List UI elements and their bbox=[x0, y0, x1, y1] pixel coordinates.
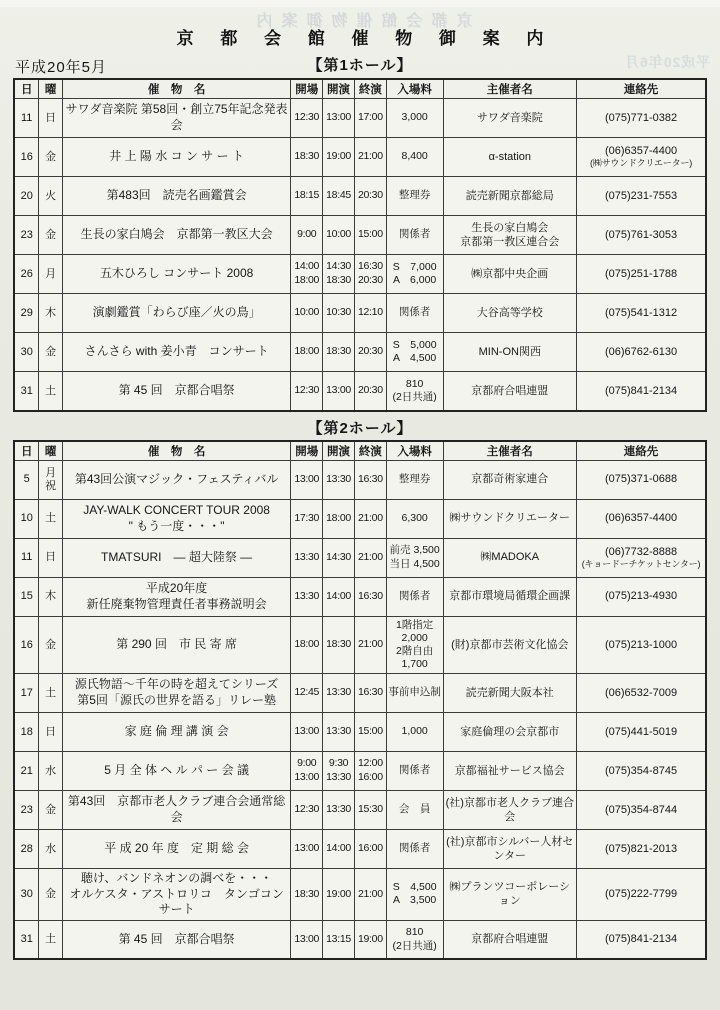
cell-fee: 810 (2日共通) bbox=[386, 920, 443, 959]
cell-fee: 関係者 bbox=[386, 216, 443, 255]
cell-contact: (075)371-0688 bbox=[577, 460, 706, 499]
cell-open: 18:30 bbox=[291, 138, 323, 177]
cell-day: 23 bbox=[14, 216, 39, 255]
cell-organizer: 家庭倫理の会京都市 bbox=[443, 713, 577, 752]
cell-event: 聴け、バンドネオンの調べを・・・ オルケスタ・アストロリコ タンゴコンサート bbox=[62, 869, 290, 921]
event-row bbox=[14, 177, 706, 216]
cell-day: 11 bbox=[14, 538, 39, 577]
event-row bbox=[14, 577, 706, 616]
cell-day: 11 bbox=[14, 99, 39, 138]
hall1-header-row bbox=[13, 54, 707, 78]
cell-start: 13:00 bbox=[323, 372, 355, 411]
column-header: 連絡先 bbox=[577, 441, 706, 461]
cell-event: 第43回公演マジック・フェスティバル bbox=[62, 460, 290, 499]
cell-dow: 土 bbox=[39, 372, 63, 411]
event-row bbox=[14, 372, 706, 411]
cell-open: 13:00 bbox=[291, 460, 323, 499]
column-header: 主催者名 bbox=[443, 441, 577, 461]
cell-day: 15 bbox=[14, 577, 39, 616]
column-header: 開演 bbox=[323, 79, 355, 99]
cell-start: 13:30 bbox=[323, 713, 355, 752]
cell-contact: (075)841-2134 bbox=[577, 920, 706, 959]
cell-event: 第 45 回 京都合唱祭 bbox=[62, 920, 290, 959]
cell-end: 20:30 bbox=[354, 372, 386, 411]
cell-dow: 金 bbox=[39, 138, 63, 177]
cell-open: 12:45 bbox=[291, 674, 323, 713]
cell-end: 16:00 bbox=[354, 830, 386, 869]
cell-event: 平 成 20 年 度 定 期 総 会 bbox=[62, 830, 290, 869]
cell-dow: 水 bbox=[39, 752, 63, 791]
cell-event: 第 290 回 市 民 寄 席 bbox=[62, 616, 290, 674]
cell-event: 第43回 京都市老人クラブ連合会通常総会 bbox=[62, 791, 290, 830]
column-header: 入場料 bbox=[386, 79, 443, 99]
column-header: 開演 bbox=[323, 441, 355, 461]
cell-dow: 月 祝 bbox=[39, 460, 63, 499]
cell-end: 21:00 bbox=[354, 616, 386, 674]
cell-fee: 関係者 bbox=[386, 294, 443, 333]
cell-day: 26 bbox=[14, 255, 39, 294]
column-header-row bbox=[14, 441, 706, 461]
event-row bbox=[14, 216, 706, 255]
cell-start: 19:00 bbox=[323, 138, 355, 177]
cell-open: 13:30 bbox=[291, 538, 323, 577]
cell-end: 16:30 bbox=[354, 577, 386, 616]
cell-dow: 火 bbox=[39, 177, 63, 216]
cell-end: 21:00 bbox=[354, 499, 386, 538]
cell-dow: 木 bbox=[39, 577, 63, 616]
event-row bbox=[14, 674, 706, 713]
cell-end: 12:10 bbox=[354, 294, 386, 333]
cell-open: 12:30 bbox=[291, 99, 323, 138]
cell-open: 12:30 bbox=[291, 372, 323, 411]
cell-organizer: MIN-ON関西 bbox=[443, 333, 577, 372]
cell-dow: 土 bbox=[39, 920, 63, 959]
cell-organizer: 京都府合唱連盟 bbox=[443, 372, 577, 411]
cell-end: 15:00 bbox=[354, 216, 386, 255]
cell-event: JAY-WALK CONCERT TOUR 2008 " もう一度・・・" bbox=[62, 499, 290, 538]
cell-contact: (06)7732-8888 (キョードーチケットセンター) bbox=[577, 538, 706, 577]
cell-open: 18:00 bbox=[291, 333, 323, 372]
cell-fee: 1階指定 2,000 2階自由 1,700 bbox=[386, 616, 443, 674]
cell-day: 10 bbox=[14, 499, 39, 538]
cell-end: 17:00 bbox=[354, 99, 386, 138]
cell-start: 18:30 bbox=[323, 333, 355, 372]
cell-fee: 整理券 bbox=[386, 177, 443, 216]
column-header: 日 bbox=[14, 441, 39, 461]
cell-start: 18:30 bbox=[323, 616, 355, 674]
cell-organizer: ㈱京都中央企画 bbox=[443, 255, 577, 294]
cell-day: 28 bbox=[14, 830, 39, 869]
bleedthrough-period: 平成20年6月 bbox=[623, 54, 710, 70]
cell-day: 16 bbox=[14, 138, 39, 177]
cell-end: 20:30 bbox=[354, 333, 386, 372]
cell-end: 12:00 16:00 bbox=[354, 752, 386, 791]
cell-contact: (06)6357-4400 (㈱サウンドクリエーター) bbox=[577, 138, 706, 177]
event-row bbox=[14, 538, 706, 577]
column-header: 曜 bbox=[39, 79, 63, 99]
column-header: 催 物 名 bbox=[62, 441, 290, 461]
cell-end: 21:00 bbox=[354, 538, 386, 577]
cell-event: 第 45 回 京都合唱祭 bbox=[62, 372, 290, 411]
cell-organizer: (社)京都市老人クラブ連合会 bbox=[443, 791, 577, 830]
cell-organizer: ㈱プランツコーポレーション bbox=[443, 869, 577, 921]
hall2-header-row bbox=[13, 418, 707, 440]
cell-start: 13:15 bbox=[323, 920, 355, 959]
cell-fee: 関係者 bbox=[386, 577, 443, 616]
column-header: 開場 bbox=[291, 441, 323, 461]
cell-contact: (075)821-2013 bbox=[577, 830, 706, 869]
cell-fee: S 5,000 A 4,500 bbox=[386, 333, 443, 372]
cell-fee: 1,000 bbox=[386, 713, 443, 752]
cell-day: 30 bbox=[14, 869, 39, 921]
event-row bbox=[14, 99, 706, 138]
cell-day: 5 bbox=[14, 460, 39, 499]
cell-event: サワダ音楽院 第58回・創立75年記念発表会 bbox=[62, 99, 290, 138]
cell-start: 13:00 bbox=[323, 99, 355, 138]
cell-start: 10:00 bbox=[323, 216, 355, 255]
cell-event: 源氏物語〜千年の時を超えてシリーズ 第5回「源氏の世界を語る」リレー塾 bbox=[62, 674, 290, 713]
cell-organizer: ㈱MADOKA bbox=[443, 538, 577, 577]
cell-day: 20 bbox=[14, 177, 39, 216]
column-header: 曜 bbox=[39, 441, 63, 461]
cell-open: 17:30 bbox=[291, 499, 323, 538]
cell-day: 31 bbox=[14, 920, 39, 959]
cell-fee: 前売 3,500 当日 4,500 bbox=[386, 538, 443, 577]
cell-contact: (075)222-7799 bbox=[577, 869, 706, 921]
cell-contact: (075)441-5019 bbox=[577, 713, 706, 752]
column-header: 連絡先 bbox=[577, 79, 706, 99]
event-row bbox=[14, 713, 706, 752]
cell-contact: (075)771-0382 bbox=[577, 99, 706, 138]
cell-start: 18:45 bbox=[323, 177, 355, 216]
event-row bbox=[14, 616, 706, 674]
cell-day: 18 bbox=[14, 713, 39, 752]
cell-open: 9:00 13:00 bbox=[291, 752, 323, 791]
cell-contact: (06)6532-7009 bbox=[577, 674, 706, 713]
cell-dow: 金 bbox=[39, 333, 63, 372]
cell-organizer: 大谷高等学校 bbox=[443, 294, 577, 333]
cell-end: 16:30 bbox=[354, 460, 386, 499]
cell-day: 29 bbox=[14, 294, 39, 333]
cell-event: 生長の家白鳩会 京都第一教区大会 bbox=[62, 216, 290, 255]
cell-day: 17 bbox=[14, 674, 39, 713]
cell-organizer: 読売新聞京都総局 bbox=[443, 177, 577, 216]
cell-start: 13:30 bbox=[323, 791, 355, 830]
cell-open: 18:00 bbox=[291, 616, 323, 674]
cell-end: 20:30 bbox=[354, 177, 386, 216]
cell-open: 18:15 bbox=[291, 177, 323, 216]
cell-organizer: ㈱サウンドクリエーター bbox=[443, 499, 577, 538]
event-row bbox=[14, 499, 706, 538]
cell-start: 18:00 bbox=[323, 499, 355, 538]
event-row bbox=[14, 920, 706, 959]
cell-dow: 月 bbox=[39, 255, 63, 294]
cell-contact: (06)6762-6130 bbox=[577, 333, 706, 372]
cell-dow: 日 bbox=[39, 713, 63, 752]
column-header: 入場料 bbox=[386, 441, 443, 461]
cell-organizer: 京都市環境局循環企画課 bbox=[443, 577, 577, 616]
cell-contact: (075)541-1312 bbox=[577, 294, 706, 333]
event-row bbox=[14, 791, 706, 830]
cell-start: 14:00 bbox=[323, 830, 355, 869]
cell-start: 14:30 18:30 bbox=[323, 255, 355, 294]
cell-end: 19:00 bbox=[354, 920, 386, 959]
hall2-label: 【第2ホール】 bbox=[307, 419, 413, 437]
event-row bbox=[14, 294, 706, 333]
cell-fee: 3,000 bbox=[386, 99, 443, 138]
cell-dow: 日 bbox=[39, 538, 63, 577]
cell-open: 13:00 bbox=[291, 920, 323, 959]
cell-contact: (075)231-7553 bbox=[577, 177, 706, 216]
cell-dow: 土 bbox=[39, 674, 63, 713]
cell-open: 13:30 bbox=[291, 577, 323, 616]
column-header: 終演 bbox=[354, 441, 386, 461]
cell-end: 21:00 bbox=[354, 138, 386, 177]
cell-dow: 日 bbox=[39, 99, 63, 138]
cell-start: 19:00 bbox=[323, 869, 355, 921]
cell-contact: (075)213-1000 bbox=[577, 616, 706, 674]
period-label: 平成20年5月 bbox=[15, 59, 108, 76]
cell-contact: (075)213-4930 bbox=[577, 577, 706, 616]
cell-end: 16:30 20:30 bbox=[354, 255, 386, 294]
column-header: 主催者名 bbox=[443, 79, 577, 99]
column-header: 日 bbox=[14, 79, 39, 99]
cell-dow: 木 bbox=[39, 294, 63, 333]
cell-dow: 土 bbox=[39, 499, 63, 538]
cell-fee: 事前申込制 bbox=[386, 674, 443, 713]
cell-contact: (06)6357-4400 bbox=[577, 499, 706, 538]
cell-event: 第483回 読売名画鑑賞会 bbox=[62, 177, 290, 216]
cell-organizer: (社)京都市シルバー人材センター bbox=[443, 830, 577, 869]
cell-organizer: 京都府合唱連盟 bbox=[443, 920, 577, 959]
cell-start: 10:30 bbox=[323, 294, 355, 333]
cell-open: 13:00 bbox=[291, 713, 323, 752]
cell-start: 14:30 bbox=[323, 538, 355, 577]
cell-end: 15:30 bbox=[354, 791, 386, 830]
cell-fee: S 7,000 A 6,000 bbox=[386, 255, 443, 294]
event-row bbox=[14, 255, 706, 294]
event-row bbox=[14, 752, 706, 791]
cell-fee: S 4,500 A 3,500 bbox=[386, 869, 443, 921]
cell-event: 5 月 全 体 ヘ ル パ ー 会 議 bbox=[62, 752, 290, 791]
cell-day: 23 bbox=[14, 791, 39, 830]
column-header: 開場 bbox=[291, 79, 323, 99]
cell-fee: 8,400 bbox=[386, 138, 443, 177]
cell-event: さんさら with 姜小青 コンサート bbox=[62, 333, 290, 372]
cell-end: 15:00 bbox=[354, 713, 386, 752]
cell-open: 12:30 bbox=[291, 791, 323, 830]
cell-end: 21:00 bbox=[354, 869, 386, 921]
column-header: 催 物 名 bbox=[62, 79, 290, 99]
cell-fee: 6,300 bbox=[386, 499, 443, 538]
page-title: 京 都 会 館 催 物 御 案 内 bbox=[176, 29, 555, 48]
cell-event: 平成20年度 新任廃棄物管理責任者事務説明会 bbox=[62, 577, 290, 616]
cell-day: 16 bbox=[14, 616, 39, 674]
cell-open: 9:00 bbox=[291, 216, 323, 255]
column-header-row bbox=[14, 79, 706, 99]
cell-dow: 金 bbox=[39, 616, 63, 674]
cell-fee: 関係者 bbox=[386, 752, 443, 791]
cell-event: 演劇鑑賞「わらび座／火の鳥」 bbox=[62, 294, 290, 333]
cell-event: 五木ひろし コンサート 2008 bbox=[62, 255, 290, 294]
cell-event: TMATSURI ― 超大陸祭 ― bbox=[62, 538, 290, 577]
cell-start: 13:30 bbox=[323, 674, 355, 713]
cell-dow: 金 bbox=[39, 869, 63, 921]
cell-organizer: サワダ音楽院 bbox=[443, 99, 577, 138]
bleedthrough-title: 京都会館催物御案内 bbox=[247, 13, 473, 30]
cell-contact: (075)761-3053 bbox=[577, 216, 706, 255]
event-row bbox=[14, 830, 706, 869]
cell-start: 13:30 bbox=[323, 460, 355, 499]
cell-start: 14:00 bbox=[323, 577, 355, 616]
column-header: 終演 bbox=[354, 79, 386, 99]
event-row bbox=[14, 333, 706, 372]
cell-day: 30 bbox=[14, 333, 39, 372]
cell-open: 10:00 bbox=[291, 294, 323, 333]
cell-contact: (075)841-2134 bbox=[577, 372, 706, 411]
cell-contact: (075)354-8744 bbox=[577, 791, 706, 830]
cell-open: 18:30 bbox=[291, 869, 323, 921]
cell-dow: 金 bbox=[39, 216, 63, 255]
cell-organizer: 生長の家白鳩会 京都第一教区連合会 bbox=[443, 216, 577, 255]
cell-organizer: 京都福祉サービス協会 bbox=[443, 752, 577, 791]
cell-fee: 整理券 bbox=[386, 460, 443, 499]
event-row bbox=[14, 138, 706, 177]
cell-dow: 金 bbox=[39, 791, 63, 830]
cell-organizer: α-station bbox=[443, 138, 577, 177]
cell-fee: 関係者 bbox=[386, 830, 443, 869]
cell-open: 13:00 bbox=[291, 830, 323, 869]
cell-event: 井 上 陽 水 コ ン サ ー ト bbox=[62, 138, 290, 177]
cell-day: 21 bbox=[14, 752, 39, 791]
cell-contact: (075)251-1788 bbox=[577, 255, 706, 294]
hall2-schedule-table bbox=[13, 440, 707, 961]
cell-organizer: 京都奇術家連合 bbox=[443, 460, 577, 499]
event-row bbox=[14, 460, 706, 499]
hall1-schedule-table bbox=[13, 78, 707, 412]
cell-start: 9:30 13:30 bbox=[323, 752, 355, 791]
cell-open: 14:00 18:00 bbox=[291, 255, 323, 294]
cell-contact: (075)354-8745 bbox=[577, 752, 706, 791]
cell-fee: 会 員 bbox=[386, 791, 443, 830]
cell-organizer: 読売新聞大阪本社 bbox=[443, 674, 577, 713]
cell-day: 31 bbox=[14, 372, 39, 411]
hall1-label: 【第1ホール】 bbox=[307, 57, 413, 74]
cell-dow: 水 bbox=[39, 830, 63, 869]
cell-end: 16:30 bbox=[354, 674, 386, 713]
cell-event: 家 庭 倫 理 講 演 会 bbox=[62, 713, 290, 752]
cell-organizer: (財)京都市芸術文化協会 bbox=[443, 616, 577, 674]
cell-fee: 810 (2日共通) bbox=[386, 372, 443, 411]
event-row bbox=[14, 869, 706, 921]
